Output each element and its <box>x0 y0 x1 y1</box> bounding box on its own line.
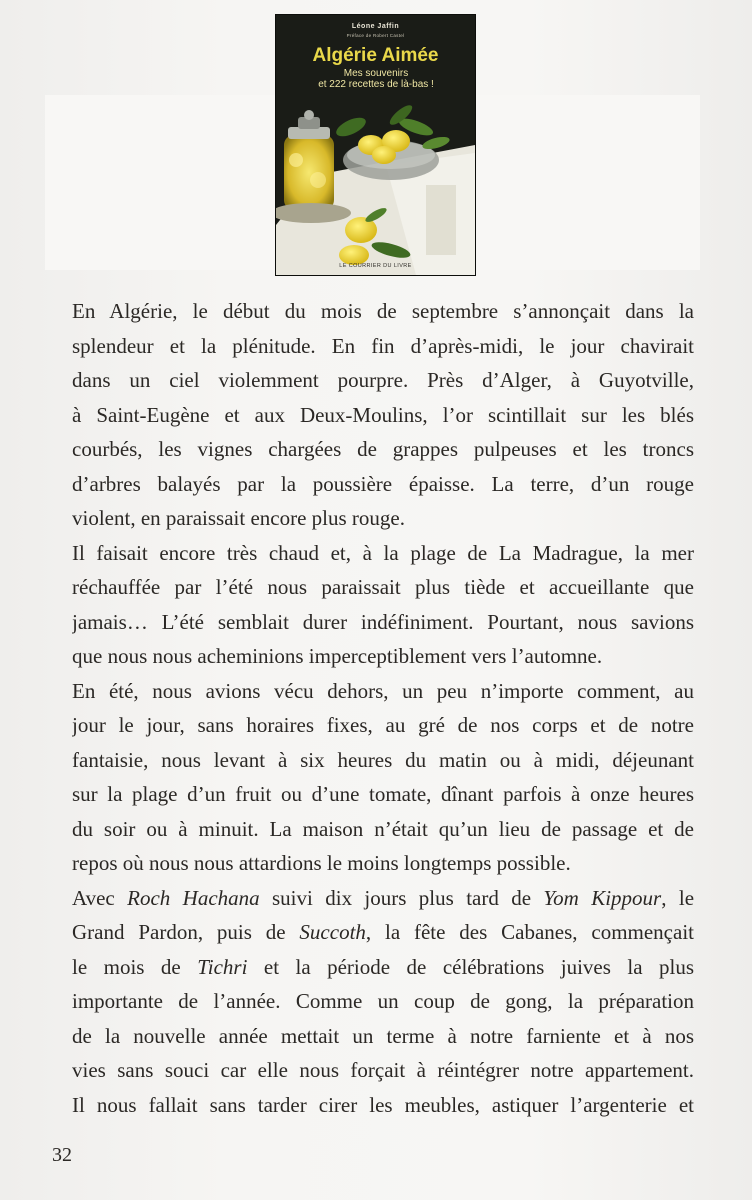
text-run: le mois de <box>72 954 198 979</box>
text-run: , le <box>661 885 694 910</box>
text-line: d’arbres balayés par la poussière épaisse. La terre, d’un rouge <box>72 471 694 496</box>
text-line: réchauffée par l’été nous paraissait plus tiède et accueillante que <box>72 575 694 599</box>
text-line: sur la plage d’un fruit ou d’une tomate, dînant parfois à onze heures <box>72 782 694 806</box>
cover-subtitle-line-1: Mes souvenirs <box>343 68 409 79</box>
text-line: En Algérie, le début du mois de septembre s’annonçait dans la <box>72 299 694 323</box>
text-line: jour le jour, sans horaires fixes, au gré de nos corps et de notre <box>72 713 694 737</box>
cover-publisher: LE COURRIER DU LIVRE <box>339 263 412 269</box>
text-run: Avec <box>72 885 128 910</box>
emphasis-roch-hachana: Roch Hachana <box>127 885 260 910</box>
text-line: fantaisie, nous levant à six heures du matin ou à midi, déjeunant <box>72 747 694 772</box>
paragraph-4 <box>72 881 694 1123</box>
text-run: , la fête des Cabanes, commençait <box>365 920 694 944</box>
text-line: à Saint-Eugène et aux Deux-Moulins, l’or scintillait sur les blés <box>72 402 694 427</box>
text-run: et la période de célébrations juives la plus <box>247 954 694 979</box>
text-line: importante de l’année. Comme un coup de gong, la préparation <box>72 989 694 1013</box>
text-line <box>72 950 694 985</box>
text-line: Il faisait encore très chaud et, à la plage de La Madrague, la mer <box>72 540 694 565</box>
text-line: splendeur et la plénitude. En fin d’après-midi, le jour chavirait <box>72 333 694 358</box>
cover-preface: Préface de Robert Castel <box>346 33 405 38</box>
paragraph-3 <box>72 674 694 881</box>
cover-title: Algérie Aimée <box>312 45 439 66</box>
cover-subtitle-line-2: et 222 recettes de là-bas ! <box>318 79 434 90</box>
text-line: violent, en paraissait encore plus rouge. <box>72 506 405 530</box>
emphasis-succoth: Succoth <box>299 920 366 944</box>
text-line: courbés, les vignes chargées de grappes pulpeuses et les troncs <box>72 437 694 461</box>
text-line: Il nous fallait sans tarder cirer les meubles, astiquer l’argenterie et <box>72 1092 694 1117</box>
text-line: repos où nous nous attardions le moins longtemps possible. <box>72 851 571 875</box>
text-line: vies sans souci car elle nous forçait à réintégrer notre appartement. <box>72 1058 694 1082</box>
text-line: En été, nous avions vécu dehors, un peu n’importe comment, au <box>72 678 694 703</box>
cover-photo-icon <box>276 105 475 275</box>
cover-subtitle <box>306 68 446 90</box>
text-line: que nous nous acheminions imperceptiblement vers l’automne. <box>72 644 603 668</box>
text-run: Grand Pardon, puis de <box>72 920 300 944</box>
text-run: suivi dix jours plus tard de <box>259 885 544 910</box>
emphasis-tichri: Tichri <box>197 954 248 979</box>
cover-author: Léone Jaffin <box>351 23 400 30</box>
text-line: de la nouvelle année mettait un terme à notre farniente et à nos <box>72 1023 694 1048</box>
text-line: jamais… L’été semblait durer indéfiniment. Pourtant, nous savions <box>72 609 694 634</box>
text-line: du soir ou à minuit. La maison n’était qu’un lieu de passage et de <box>72 816 694 841</box>
paragraph-1 <box>72 294 694 536</box>
paragraph-2 <box>72 536 694 674</box>
text-line <box>72 915 694 950</box>
emphasis-yom-kippour: Yom Kippour <box>543 885 662 910</box>
body-text <box>72 294 694 1122</box>
page-number: 32 <box>52 1144 72 1166</box>
text-line: dans un ciel violemment pourpre. Près d’Alger, à Guyotville, <box>72 368 694 392</box>
book-cover <box>276 15 475 275</box>
text-line <box>72 881 694 916</box>
